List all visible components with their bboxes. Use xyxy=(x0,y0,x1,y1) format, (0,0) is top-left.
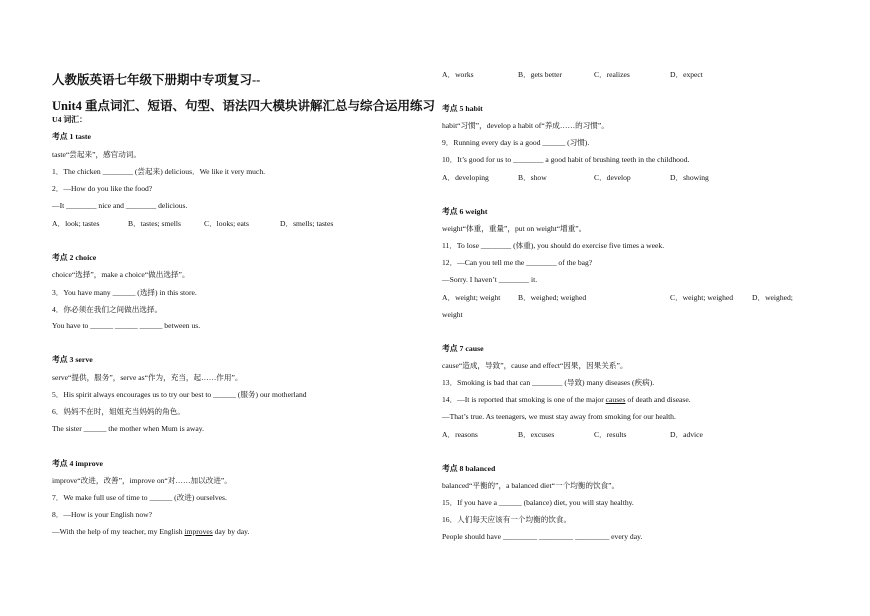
options-q10 xyxy=(442,173,709,183)
definition-choice: choice“选择”，make a choice“做出选择”。 xyxy=(52,270,190,279)
question-2a: 2．—How do you like the food? xyxy=(52,184,153,193)
option-d: D．smells; tastes xyxy=(280,219,334,228)
underlined-word: improves xyxy=(184,527,213,536)
section-heading-balanced: 考点 8 balanced xyxy=(442,464,496,473)
option-a: A．reasons xyxy=(442,430,478,439)
question-5: 5．His spirit always encourages us to try our best to ______ (服务) our motherland xyxy=(52,390,307,399)
question-2b: —It ________ nice and ________ delicious. xyxy=(52,201,188,210)
definition-balanced: balanced“平衡的”，a balanced diet“一个均衡的饮食”。 xyxy=(442,481,620,490)
question-14a-end: of death and disease. xyxy=(625,395,691,404)
question-6b: The sister ______ the mother when Mum is away. xyxy=(52,424,204,433)
definition-serve: serve“提供，服务”，serve as“作为，充当，起……作用”。 xyxy=(52,373,243,382)
options-q8 xyxy=(442,70,703,80)
question-3: 3．You have many ______ (选择) in this store. xyxy=(52,288,197,297)
definition-habit: habit“习惯”，develop a habit of“养成……的习惯”。 xyxy=(442,121,609,130)
option-b: B．tastes; smells xyxy=(128,219,181,228)
definition-taste: taste“尝起来”，感官动词。 xyxy=(52,150,141,159)
definition-cause: cause“造成，导致”，cause and effect“因果，因果关系”。 xyxy=(442,361,628,370)
question-14b: —That’s true. As teenagers, we must stay away from smoking for our health. xyxy=(442,412,676,421)
question-16: 16．人们每天应该有一个均衡的饮食。 xyxy=(442,515,572,524)
option-b: B．excuses xyxy=(518,430,555,439)
option-a: A．developing xyxy=(442,173,489,182)
definition-weight: weight“体重，重量”，put on weight“增重”。 xyxy=(442,224,587,233)
question-16b: People should have _________ _________ _________ every day. xyxy=(442,532,643,541)
page-title: 人教版英语七年级下册期中专项复习-- xyxy=(52,73,261,87)
option-c: C．realizes xyxy=(594,70,630,79)
question-11: 11．To lose ________ (体重), you should do exercise five times a week. xyxy=(442,241,665,250)
section-heading-habit: 考点 5 habit xyxy=(442,104,483,113)
question-14a-text: 14．—It is reported that smoking is one of the major xyxy=(442,395,606,404)
option-d: D．expect xyxy=(670,70,703,79)
option-d: D．advice xyxy=(670,430,703,439)
option-c: C．develop xyxy=(594,173,631,182)
question-7: 7．We make full use of time to ______ (改进) ourselves. xyxy=(52,493,227,502)
question-4b: You have to ______ ______ ______ between us. xyxy=(52,321,201,330)
option-a: A．look; tastes xyxy=(52,219,100,228)
section-heading-choice: 考点 2 choice xyxy=(52,253,97,262)
option-d: D．weighed; xyxy=(752,293,793,302)
question-8b xyxy=(52,527,249,537)
question-14a xyxy=(442,395,691,405)
question-4: 4．你必须在我们之间做出选择。 xyxy=(52,305,163,314)
option-a: A．weight; weight xyxy=(442,293,501,302)
question-8b-end: day by day. xyxy=(212,527,250,536)
question-8b-text: —With the help of my teacher, my English xyxy=(52,527,185,536)
option-c: C．weight; weighed xyxy=(670,293,734,302)
options-q14 xyxy=(442,430,703,440)
section-heading-improve: 考点 4 improve xyxy=(52,459,103,468)
definition-improve: improve“改进，改善”，improve on“对……加以改进”。 xyxy=(52,476,232,485)
option-wrap: weight xyxy=(442,310,463,319)
section-heading-weight: 考点 6 weight xyxy=(442,207,488,216)
question-9: 9．Running every day is a good ______ (习惯). xyxy=(442,138,590,147)
question-12a: 12．—Can you tell me the ________ of the bag? xyxy=(442,258,593,267)
vocab-heading: U4 词汇： xyxy=(52,115,87,124)
option-b: B．gets better xyxy=(518,70,563,79)
option-b: B．show xyxy=(518,173,547,182)
question-10: 10．It’s good for us to ________ a good habit of brushing teeth in the childhood. xyxy=(442,155,690,164)
question-15: 15．If you have a ______ (balance) diet, you will stay healthy. xyxy=(442,498,634,507)
option-d: D．showing xyxy=(670,173,709,182)
section-heading-serve: 考点 3 serve xyxy=(52,355,93,364)
question-13: 13．Smoking is bad that can ________ (导致) many diseases (疾病). xyxy=(442,378,655,387)
section-heading-cause: 考点 7 cause xyxy=(442,344,484,353)
question-8a: 8．—How is your English now? xyxy=(52,510,152,519)
question-6: 6．妈妈不在时，姐姐充当妈妈的角色。 xyxy=(52,407,185,416)
option-c: C．results xyxy=(594,430,627,439)
options-q2 xyxy=(52,219,333,229)
section-heading-taste: 考点 1 taste xyxy=(52,132,91,141)
options-q12 xyxy=(442,293,793,303)
question-12b: —Sorry. I haven’t ________ it. xyxy=(442,275,538,284)
option-c: C．looks; eats xyxy=(204,219,249,228)
option-b: B．weighed; weighed xyxy=(518,293,587,302)
underlined-word: causes xyxy=(605,395,626,404)
question-1: 1．The chicken ________ (尝起来) delicious．We like it very much. xyxy=(52,167,266,176)
page-subtitle: Unit4 重点词汇、短语、句型、语法四大模块讲解汇总与综合运用练习 xyxy=(52,99,435,113)
option-a: A．works xyxy=(442,70,474,79)
